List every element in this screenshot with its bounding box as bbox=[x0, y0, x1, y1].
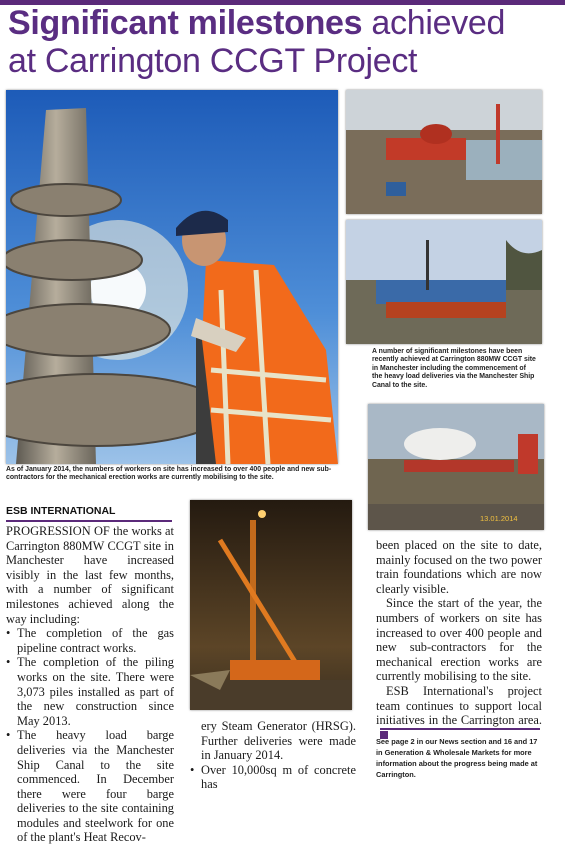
site-photo-1 bbox=[346, 90, 542, 214]
site-photo-2 bbox=[346, 220, 542, 344]
column2-continuation: ery Steam Generator (HRSG). Further deliveries were made in January 2014. bbox=[201, 719, 356, 763]
headline-line2: at Carrington CCGT Project bbox=[8, 42, 418, 80]
main-photo bbox=[6, 90, 338, 464]
headline-bold: Significant milestones bbox=[8, 4, 363, 42]
article-intro: PROGRESSION OF the works at Carrington 880MW CCGT site in Manchester have increased visibly in the last few months, with a number of significant milestones achieved along the way including: bbox=[6, 524, 174, 626]
column3-paragraph-1: Since the start of the year, the numbers of workers on site has increased to over 400 people and new sub-contractors for the mechanical erection works are currently mobilising to the site. bbox=[376, 596, 542, 684]
photo-timestamp: 13.01.2014 bbox=[480, 514, 518, 523]
column3-continuation: been placed on the site to date, mainly focused on the two power train foundations which are now clearly visible. bbox=[376, 538, 542, 596]
reference-note: See page 2 in our News section and 16 and 17 in Generation & Wholesale Markets for more information about the progress being made at Carrington. bbox=[376, 737, 538, 779]
list-item: • Over 10,000sq m of concrete has bbox=[190, 763, 356, 792]
article-column-1 bbox=[6, 524, 174, 845]
list-item: • The heavy load barge deliveries via the Manchester Ship Canal to the site commenced. In December there were four barge deliveries to the site containing modules and steelwork for one of the plant's Heat Recov- bbox=[6, 728, 174, 845]
article-column-2 bbox=[190, 719, 356, 792]
site-photo-3 bbox=[368, 404, 544, 530]
site-photos-caption: A number of significant milestones have been recently achieved at Carrington 880MW CCGT site in Manchester including the commencement of the heavy load deliveries via the Manchester Ship Canal to the site. bbox=[372, 348, 536, 389]
rig-night-photo bbox=[190, 500, 352, 710]
column3-paragraph-2: ESB International's project team continues to support local initiatives in the Carrington area. bbox=[376, 683, 542, 728]
main-photo-caption: As of January 2014, the numbers of workers on site has increased to over 400 people and new sub-contractors for the mechanical erection works are currently mobilising to the site. bbox=[6, 466, 332, 482]
section-heading: ESB INTERNATIONAL bbox=[6, 505, 172, 522]
list-item: • The completion of the gas pipeline contract works. bbox=[6, 626, 174, 655]
reference-divider bbox=[380, 728, 540, 730]
list-item: • The completion of the piling works on the site. There were 3,073 piles installed as part of the new construction since May 2013. bbox=[6, 655, 174, 728]
headline-rest: achieved bbox=[371, 4, 506, 42]
article-column-3 bbox=[376, 538, 542, 742]
milestone-list bbox=[6, 626, 174, 845]
headline bbox=[8, 4, 560, 80]
